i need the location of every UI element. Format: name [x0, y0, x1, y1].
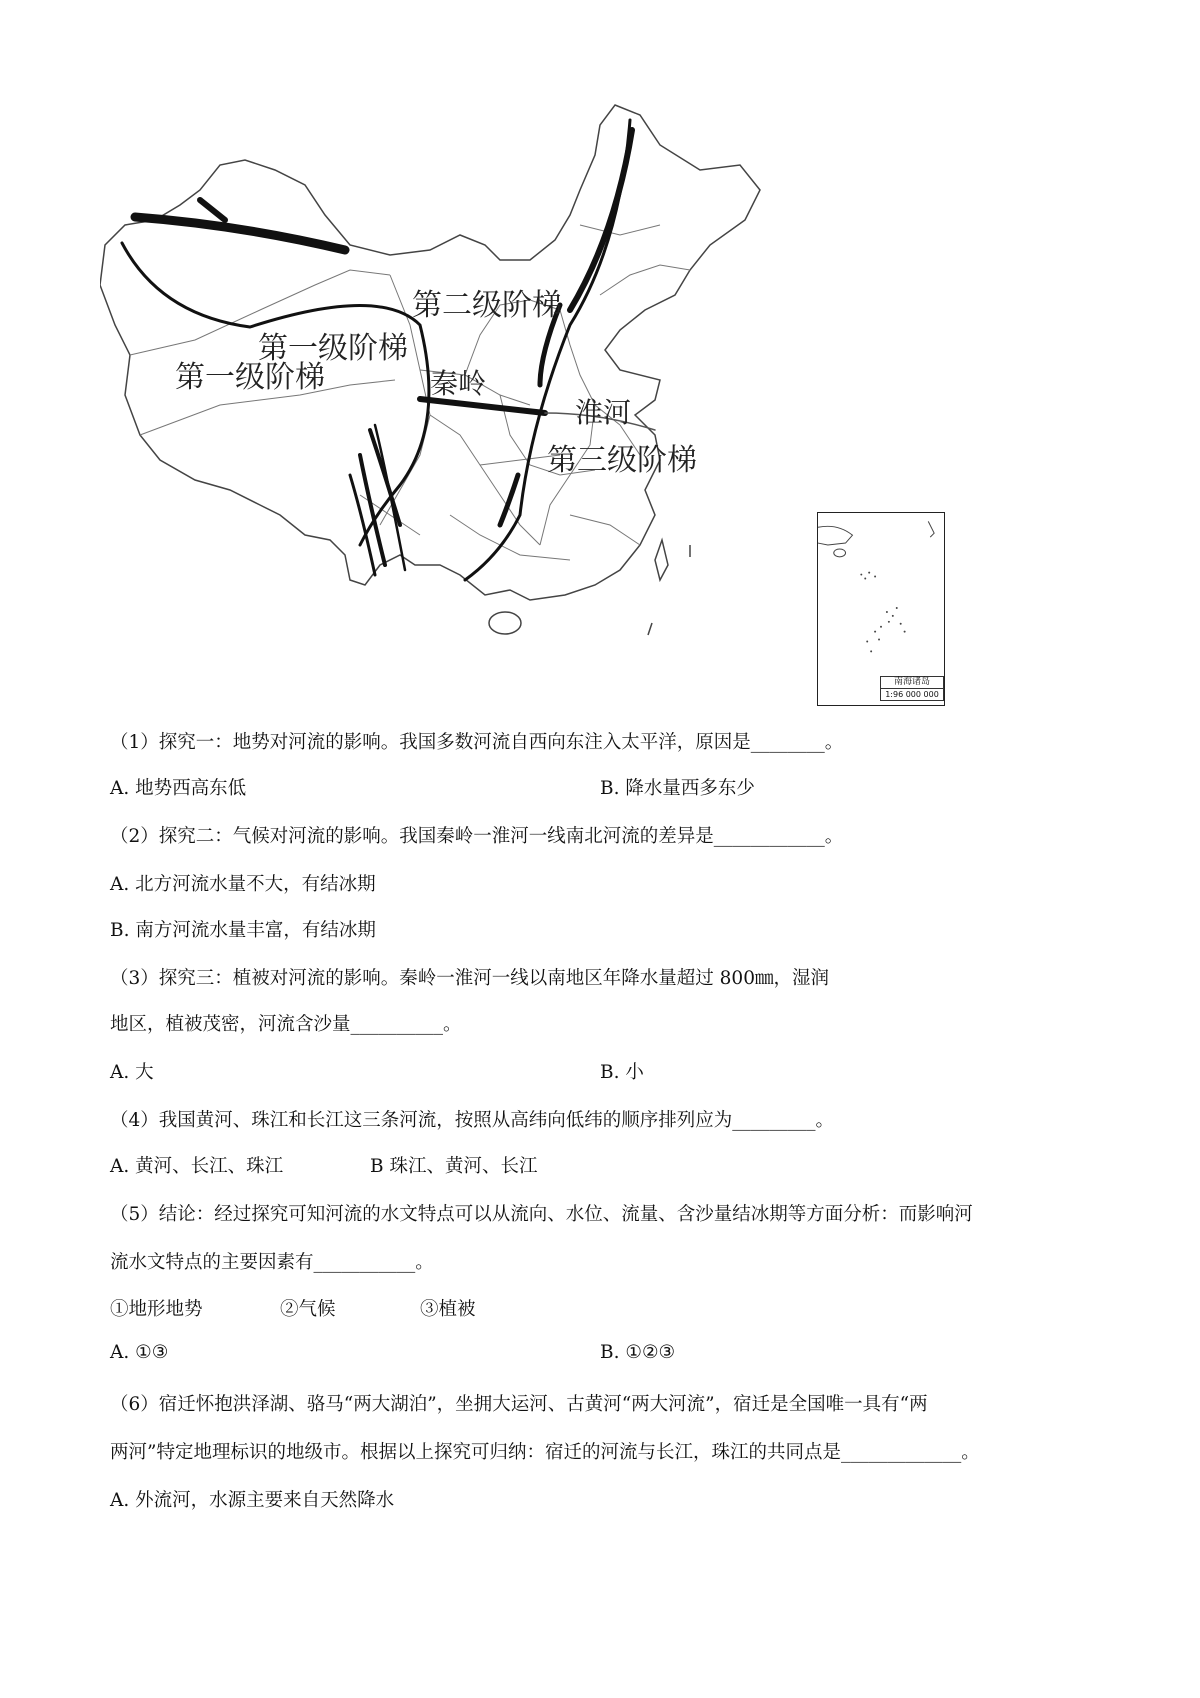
south-china-sea-inset: [817, 512, 945, 706]
q1-option-a: A. 地势西高东低: [110, 778, 247, 799]
label-step2: 第二级阶梯: [412, 288, 562, 323]
q2-option-b: B. 南方河流水量丰富，有结冰期: [110, 920, 376, 941]
q1-option-b: B. 降水量西多东少: [600, 778, 755, 799]
tianshan-line: [135, 217, 345, 250]
label-qinling: 秦岭: [430, 367, 487, 400]
q5-option-a: A. ①③: [110, 1342, 169, 1363]
q5-factor-2: ②气候: [280, 1299, 336, 1320]
question-6-line-2: 两河”特定地理标识的地级市。根据以上探究可归纳：宿迁的河流与长江，珠江的共同点是_____________。: [110, 1442, 980, 1463]
q3-option-b: B. 小: [600, 1062, 644, 1083]
hainan-island: [489, 612, 521, 634]
question-3-line-2: 地区，植被茂密，河流含沙量__________。: [110, 1014, 462, 1035]
q4-option-b: B 珠江、黄河、长江: [370, 1156, 538, 1177]
q5-option-b: B. ①②③: [600, 1342, 676, 1363]
tianshan-branch: [200, 200, 225, 220]
inset-caption: [880, 676, 944, 701]
label-huaihe: 淮河: [575, 396, 632, 429]
label-step1-lower: 第一级阶梯: [175, 360, 325, 395]
question-5-line-1: （5）结论：经过探究可知河流的水文特点可以从流向、水位、流量、含沙量结冰期等方面分析：而影响河: [110, 1204, 973, 1225]
taiwan-island: [655, 540, 668, 580]
inset-caption-name: 南海诸岛: [893, 677, 930, 687]
question-2: （2）探究二：气候对河流的影响。我国秦岭一淮河一线南北河流的差异是____________。: [110, 826, 844, 847]
question-1: （1）探究一：地势对河流的影响。我国多数河流自西向东注入太平洋，原因是________。: [110, 732, 844, 753]
label-step1-upper: 第一级阶梯: [258, 331, 408, 366]
step2-boundary-bold: [570, 130, 632, 310]
q2-option-a: A. 北方河流水量不大，有结冰期: [110, 874, 376, 895]
q5-factor-3: ③植被: [420, 1299, 476, 1320]
q5-factor-1: ①地形地势: [110, 1299, 203, 1320]
boundary-mark: [648, 623, 652, 635]
question-6-line-1: （6）宿迁怀抱洪泽湖、骆马“两大湖泊”，坐拥大运河、古黄河“两大河流”，宿迁是全国唯一具有“两: [110, 1394, 928, 1415]
q3-option-a: A. 大: [110, 1062, 154, 1083]
q4-option-a: A. 黄河、长江、珠江: [110, 1156, 284, 1177]
question-4: （4）我国黄河、珠江和长江这三条河流，按照从高纬向低纬的顺序排列应为_________。: [110, 1110, 835, 1131]
question-3-line-1: （3）探究三：植被对河流的影响。秦岭一淮河一线以南地区年降水量超过 800㎜，湿润: [110, 968, 829, 989]
label-step3: 第三级阶梯: [547, 443, 697, 478]
question-5-line-2: 流水文特点的主要因素有___________。: [110, 1252, 434, 1273]
q6-option-a: A. 外流河，水源主要来自天然降水: [110, 1490, 395, 1511]
hengduan-line-1: [370, 430, 400, 525]
inset-caption-scale: 1:96 000 000: [881, 688, 943, 700]
qinling-line: [420, 399, 545, 413]
china-outline: [100, 105, 760, 600]
